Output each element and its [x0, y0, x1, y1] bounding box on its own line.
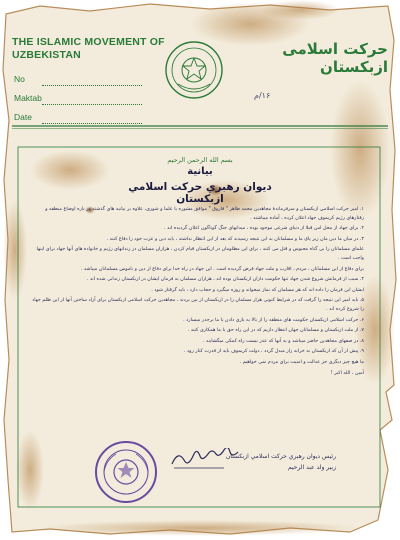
document-title: بيانية	[187, 166, 213, 177]
field-line-date	[42, 122, 142, 124]
document-subtitle: ديوان رهبري حركت اسلامي ازبكستان	[128, 181, 272, 205]
field-label-no: No	[14, 74, 25, 84]
closing-line: آمين ، الله اكبر !	[330, 370, 364, 376]
paragraph: ۶. حركت اسلامى ازبكستان حكومت هاى منطقه را از بالا به بازى دادن با ما برحذر ميسازد .	[183, 317, 364, 323]
paragraph: براى دفاع از اين مسلمانان ، مردم ، اقارب و ملت جهاد فرض گرديده است . اين جهاد در راه خدا براى دفاع از دين و ناموس مسلمانان ميباشد .	[80, 266, 364, 272]
crescent-star-emblem-icon	[164, 40, 224, 100]
paragraph: ۲. براى جهاد از محل امن قبلا از دنياى شرعى موجود بوده ، ميدانهای جنگ گوناگون اعلان گرديده اند .	[164, 226, 364, 232]
paragraph: علماى مسلمانان را بى گناه محبوس و قتل مى كنند ، براى اين مظلومان در ازبكستان قيام كردن ، هزاران مسلمان در زندانهای رژيم و خانواده هاى آنها جهاد براى اينها واجب است .	[36, 247, 364, 261]
paragraph: ما هيچ چيز ديگرى جز عدالت و امنيت براى مردم نمى خواهيم .	[239, 359, 364, 365]
org-name-english: THE ISLAMIC MOVEMENT OF UZBEKISTAN	[12, 36, 165, 61]
paragraph: ۵. بايد امير اين نتيجه را گرفت كه در شرايط كنونى هزار مسلمان را در ازبكستان از بين بردند ، مجاهدين حركت اسلامى ازبكستان براى آزاد ساختن آنها از اين ظلم جهاد را شروع كرده اند .	[32, 298, 364, 312]
signatory-name: زبير ولد عبد الرحيم	[287, 464, 336, 471]
org-name-arabic: حرکت اسلامی ازبکستان	[282, 40, 388, 76]
paragraph: ۳. در ميان ما دين مان زير پاي ما و مسلمانان به اين نتيجه رسيدند كه بعد از اين انتظار نداشته ، بايد دين و عزت خود را دفاع كنند .	[106, 236, 364, 242]
paragraph: ۴. سبب از فرمانش شروع شدن جهاد تنها حكومت داران ازبكستان بوده اند ، هزاران مسلمان به فرمان ايشان در ازبكستان زندانى شده اند .	[86, 277, 364, 283]
official-seal-icon	[94, 440, 158, 504]
paragraph: ۹. پيش از آن كه ازبكستان به خرابه زار مبدل گردد ، دولت كريموف بايد از قدرت كنار رود .	[183, 349, 364, 355]
basmala: بسم الله الرحمن الرحیم	[167, 156, 233, 164]
signatory-title: رئيس ديوان رهبري حركت اسلامي ازبكستان	[225, 453, 336, 460]
field-label-date: Date	[14, 112, 32, 122]
field-line-no	[42, 84, 142, 86]
paragraph: ۸. در صفهاى مجاهدين حاضر ميباشد و به آنها كه عذر نيست راه كمكى ميگشايند .	[202, 338, 364, 344]
paragraph: ۱. امير حركت اسلامي ازبكستان و سرفرماندۀ مجاهدين محمد طاهر " فاروق " موافق مشوره با علما و شورى، علاوه بر بيانيه هاى گذشته در باره اوضاع منطقه و رفتارهاى رژيم كريموف جهاد اعلان كرده ، آماده ميباشند .	[45, 207, 364, 221]
field-label-maktab: Maktab	[14, 93, 42, 103]
statement-body	[32, 206, 364, 380]
signature-block	[208, 451, 336, 473]
reference-number: ۱۶/م	[254, 91, 271, 100]
field-line-maktab	[42, 103, 142, 105]
paragraph: ايشان اين فرمان را داده اند كه هر مسلمان كه نماز ميخواند و روزه ميگيرد و حجاب دارد ، بايد گرفتار شود .	[151, 287, 364, 293]
paragraph: ۷. از ملت ازبكستان و مسلمانان جهان انتظار داريم كه در اين راه حق با ما همكارى كنند .	[187, 328, 364, 334]
